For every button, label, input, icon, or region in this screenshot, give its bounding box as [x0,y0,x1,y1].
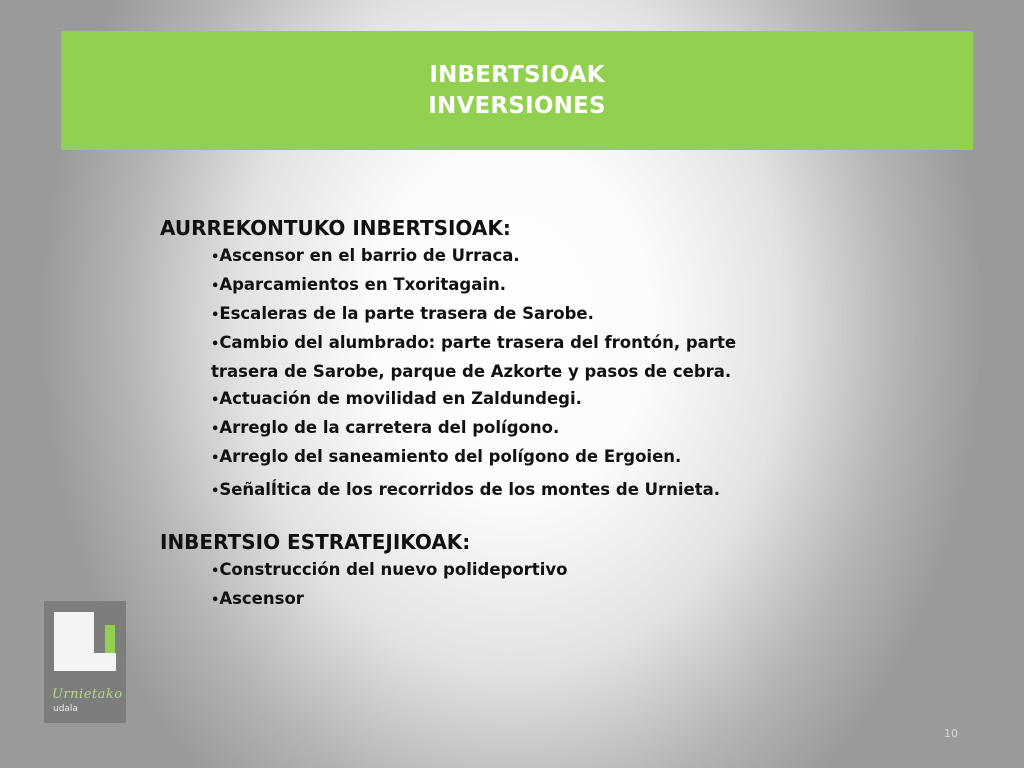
bullet-icon: • [211,451,220,466]
section-spacer [160,505,880,528]
bullet-icon: • [211,564,220,579]
budget-investments-list [160,242,880,505]
list-item [211,300,880,329]
bullet-icon: • [211,484,220,499]
list-item-text: Aparcamientos en Txoritagain. [219,275,506,294]
list-item [211,414,880,443]
list-item [211,556,880,585]
list-item-text: Actuación de movilidad en Zaldundegi. [219,389,582,408]
list-item-text: SeñalÍtica de los recorridos de los montes de Urnieta. [219,480,721,499]
strategic-investments-list [160,556,880,614]
bullet-icon: • [211,337,220,352]
list-item-line [211,329,880,358]
bullet-icon: • [211,593,220,608]
logo-small-text: udala [53,704,78,714]
list-item-line-continued: trasera de Sarobe, parque de Azkorte y pasos de cebra. [211,362,732,381]
title-banner [61,31,973,150]
list-item [211,385,880,414]
section-heading-budget-investments: AURREKONTUKO INBERTSIOAK: [160,216,511,240]
bullet-icon: • [211,279,220,294]
urnieta-logo [44,601,126,723]
slide-content [160,214,880,614]
list-item [211,443,880,472]
list-item [211,329,880,385]
list-item [211,242,880,271]
list-item-text: Arreglo del saneamiento del polígono de Ergoien. [219,447,682,466]
list-item-text: Ascensor en el barrio de Urraca. [219,246,520,265]
page-number: 10 [944,727,958,740]
logo-accent-bar [105,625,115,653]
list-item-text: Escaleras de la parte trasera de Sarobe. [219,304,594,323]
slide-title-basque: INBERTSIOAK [429,61,605,88]
list-item [211,271,880,300]
slide-title-spanish: INVERSIONES [428,92,606,119]
list-item-text: Ascensor [219,589,304,608]
list-item-text: Arreglo de la carretera del polígono. [219,418,560,437]
list-item [211,476,880,505]
logo-script-text: Urnietako [52,687,123,702]
bullet-icon: • [211,250,220,265]
bullet-icon: • [211,422,220,437]
list-item-text: Cambio del alumbrado: parte trasera del frontón, parte [219,333,737,352]
bullet-icon: • [211,308,220,323]
bullet-icon: • [211,393,220,408]
section-heading-strategic-investments: INBERTSIO ESTRATEJIKOAK: [160,530,471,554]
list-item-text: Construcción del nuevo polideportivo [219,560,568,579]
list-item [211,585,880,614]
